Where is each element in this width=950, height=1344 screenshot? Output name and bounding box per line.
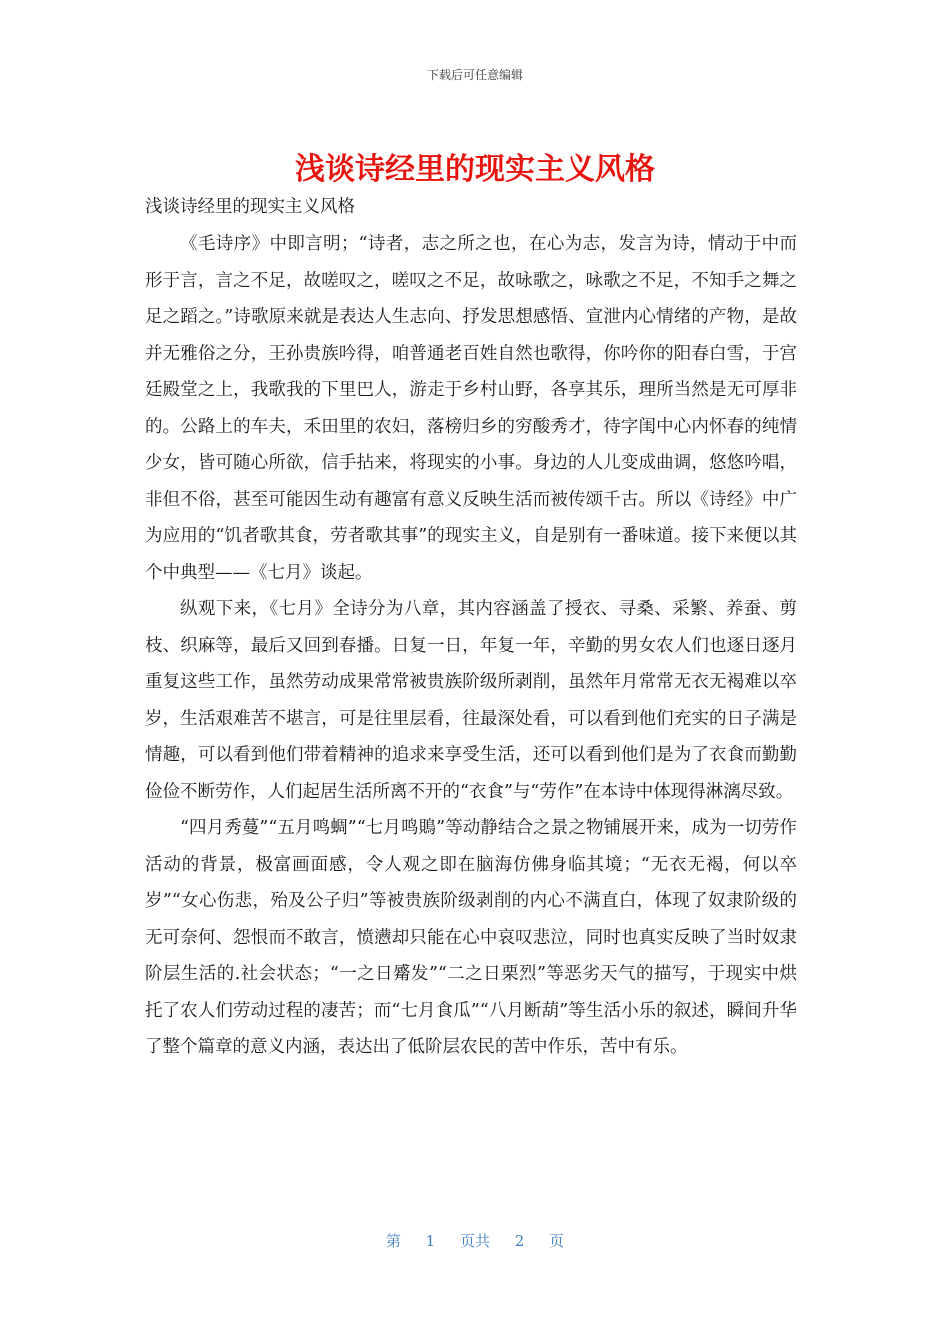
paragraph-3: “四月秀蔓”“五月鸣蜩”“七月鸣鵙”等动静结合之景之物铺展开来，成为一切劳作活动的背景，极富画面感，令人观之即在脑海仿佛身临其境；“无衣无褐，何以卒岁”“女心伤悲，殆及公子归”等被贵族阶级剥削的内心不满直白，体现了奴隶阶级的无可奈何、怨恨而不敢言，愤懑却只能在心中哀叹悲泣，同时也真实反映了当时奴隶阶层生活的.社会状态；“一之日觱发”“二之日栗烈”等恶劣天气的描写，于现实中烘托了农人们劳动过程的凄苦；而“七月食瓜”“八月断葫”等生活小乐的叙述，瞬间升华了整个篇章的意义内涵，表达出了低阶层农民的苦中作乐，苦中有乐。: [145, 818, 797, 1057]
footer-suffix: 页: [549, 1232, 565, 1250]
paragraph-2: 纵观下来，《七月》全诗分为八章，其内容涵盖了授衣、寻桑、采繁、养蚕、剪枝、织麻等，最后又回到春播。日复一日，年复一年，辛勤的男女农人们也逐日逐月重复这些工作，虽然劳动成果常常被贵族阶级所剥削，虽然年月常常无衣无褐难以卒岁，生活艰难苦不堪言，可是往里层看，往最深处看，可以看到他们充实的日子满是情趣，可以看到他们带着精神的追求来享受生活，还可以看到他们是为了衣食而勤勤俭俭不断劳作，人们起居生活所离不开的“衣食”与“劳作”在本诗中体现得淋漓尽致。: [145, 599, 797, 802]
footer-middle: 页共: [459, 1232, 490, 1250]
footer-prefix: 第: [385, 1232, 401, 1250]
paragraph-1: 《毛诗序》中即言明；“诗者，志之所之也，在心为志，发言为诗，情动于中而形于言，言之不足，故嗟叹之，嗟叹之不足，故咏歌之，咏歌之不足，不知手之舞之足之蹈之。”诗歌原来就是表达人生志向、抒发思想感悟、宣泄内心情绪的产物，是故并无雅俗之分，王孙贵族吟得，咱普通老百姓自然也歌得，你吟你的阳春白雪，于宫廷殿堂之上，我歌我的下里巴人，游走于乡村山野，各享其乐，理所当然是无可厚非的。公路上的车夫，禾田里的农妇，落榜归乡的穷酸秀才，待字闺中心内怀春的纯情少女，皆可随心所欲，信手拈来，将现实的小事。身边的人儿变成曲调，悠悠吟唱，非但不俗，甚至可能因生动有趣富有意义反映生活而被传颂千古。所以《诗经》中广为应用的“饥者歌其食，劳者歌其事”的现实主义，自是别有一番味道。接下来便以其个中典型——《七月》谈起。: [145, 234, 797, 583]
header-note: 下载后可任意编辑: [426, 68, 523, 82]
page-footer: [0, 1230, 950, 1251]
footer-total-pages: 2: [514, 1232, 525, 1250]
document-body: [145, 192, 797, 1066]
document-title: 浅谈诗经里的现实主义风格: [295, 152, 655, 187]
document-subtitle: 浅谈诗经里的现实主义风格: [145, 197, 355, 217]
footer-page-number: 1: [425, 1232, 436, 1250]
